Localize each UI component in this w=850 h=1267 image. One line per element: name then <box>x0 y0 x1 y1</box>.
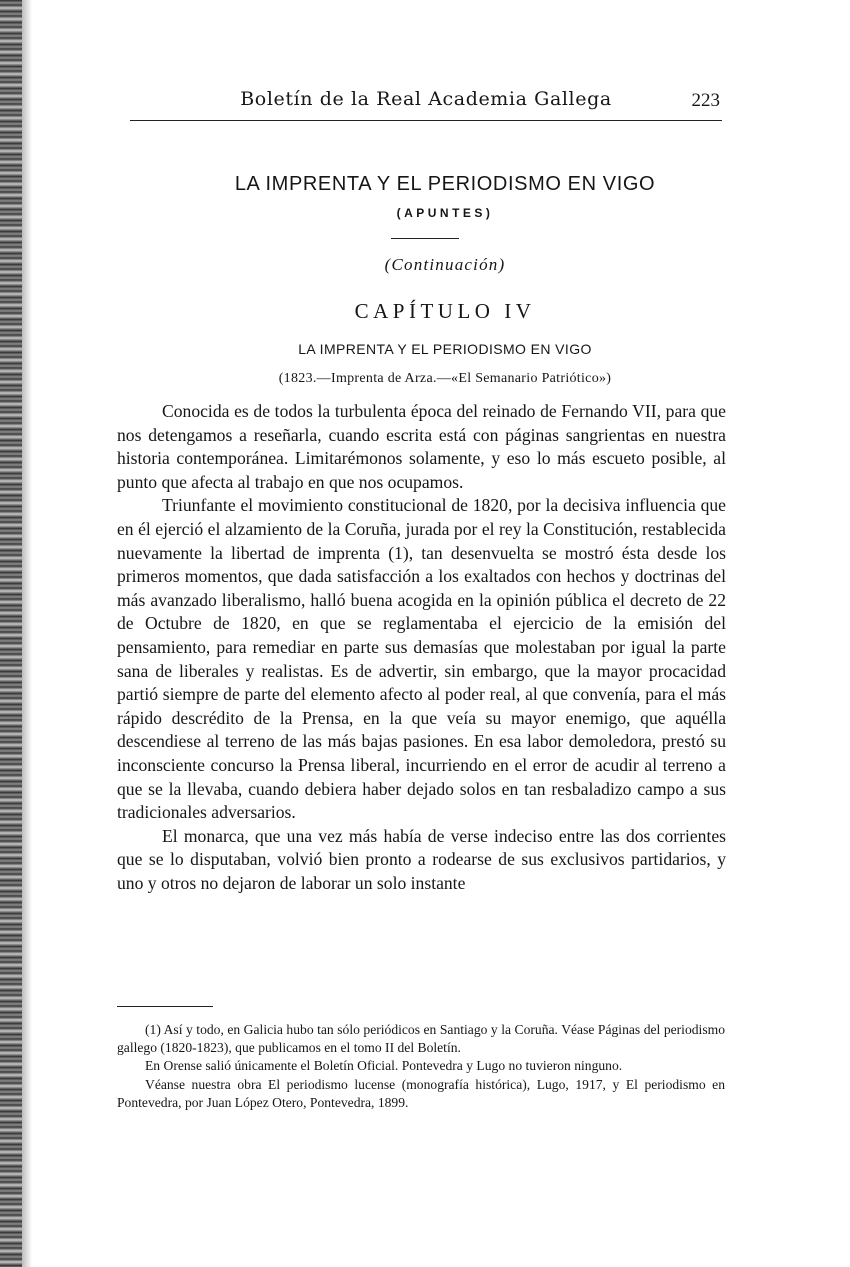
title-divider <box>391 238 459 239</box>
chapter-subtitle: LA IMPRENTA Y EL PERIODISMO EN VIGO <box>298 341 592 357</box>
page-number: 223 <box>691 90 720 111</box>
book-binding-edge <box>0 0 22 1267</box>
running-header <box>130 86 722 121</box>
footnote: Véanse nuestra obra El periodismo lucense (monografía histórica), Lugo, 1917, y El periodismo en Pontevedra, por Juan López Otero, Pontevedra, 1899. <box>117 1076 725 1110</box>
footnotes <box>117 1021 725 1112</box>
footnote: En Orense salió únicamente el Boletín Oficial. Pontevedra y Lugo no tuvieron ninguno. <box>145 1058 623 1074</box>
body-paragraph: Conocida es de todos la turbulenta época del reinado de Fernando VII, para que nos detengamos a reseñarla, cuando escrita está con páginas sangrientas en nuestra historia contemporánea. Limitarémonos solamente, y eso lo más escueto posible, al punto que afecta al trabajo en que nos ocupamos. <box>117 401 726 492</box>
body-text <box>117 400 726 895</box>
article-subtitle: (APUNTES) <box>396 206 494 220</box>
footnote: (1) Así y todo, en Galicia hubo tan sólo periódicos en Santiago y la Coruña. Véase Páginas del periodismo gallego (1820-1823), que publicamos en el tomo II del Boletín. <box>117 1022 725 1056</box>
chapter-dateline: (1823.—Imprenta de Arza.—«El Semanario Patriótico») <box>278 371 612 386</box>
chapter-title: CAPÍTULO IV <box>354 299 536 323</box>
continuation-label: (Continuación) <box>384 255 506 274</box>
body-paragraph: Triunfante el movimiento constitucional de 1820, por la decisiva influencia que en él ejerció el alzamiento de la Coruña, jurada por el rey la Constitución, restablecida nuevamente la libertad de imprenta (1), tan desenvuelta se mostró ésta desde los primeros momentos, que dada satisfacción a los exaltados con hechos y doctrinas del más avanzado liberalismo, halló buena acogida en la opinión pública el decreto de 22 de Octubre de 1820, en que se reglamentaba el ejercicio de la emisión del pensamiento, para remediar en parte sus demasías que molestaban por igual la parte sana de liberales y realistas. Es de advertir, sin embargo, que la mayor procacidad partió siempre de parte del elemento afecto al poder real, al que convenía, para el más rápido descrédito de la Prensa, en la que veía su mayor enemigo, que aquélla descendiese al terreno de las más bajas pasiones. En esa labor demoledora, prestó su inconsciente concurso la Prensa liberal, incurriendo en el error de acudir al terreno a que se la llevaba, cuando debiera haber dejado solos en tan resbaladizo campo a sus tradicionales adversarios. <box>117 495 726 823</box>
body-paragraph: El monarca, que una vez más había de verse indeciso entre las dos corrientes que se lo disputaban, volvió bien pronto a rodearse de sus exclusivos partidarios, y uno y otros no dejaron de laborar un solo instante <box>117 825 726 893</box>
footnote-divider <box>117 1006 213 1007</box>
article-title: LA IMPRENTA Y EL PERIODISMO EN VIGO <box>234 173 656 195</box>
running-title: Boletín de la Real Academia Gallega <box>240 88 612 110</box>
